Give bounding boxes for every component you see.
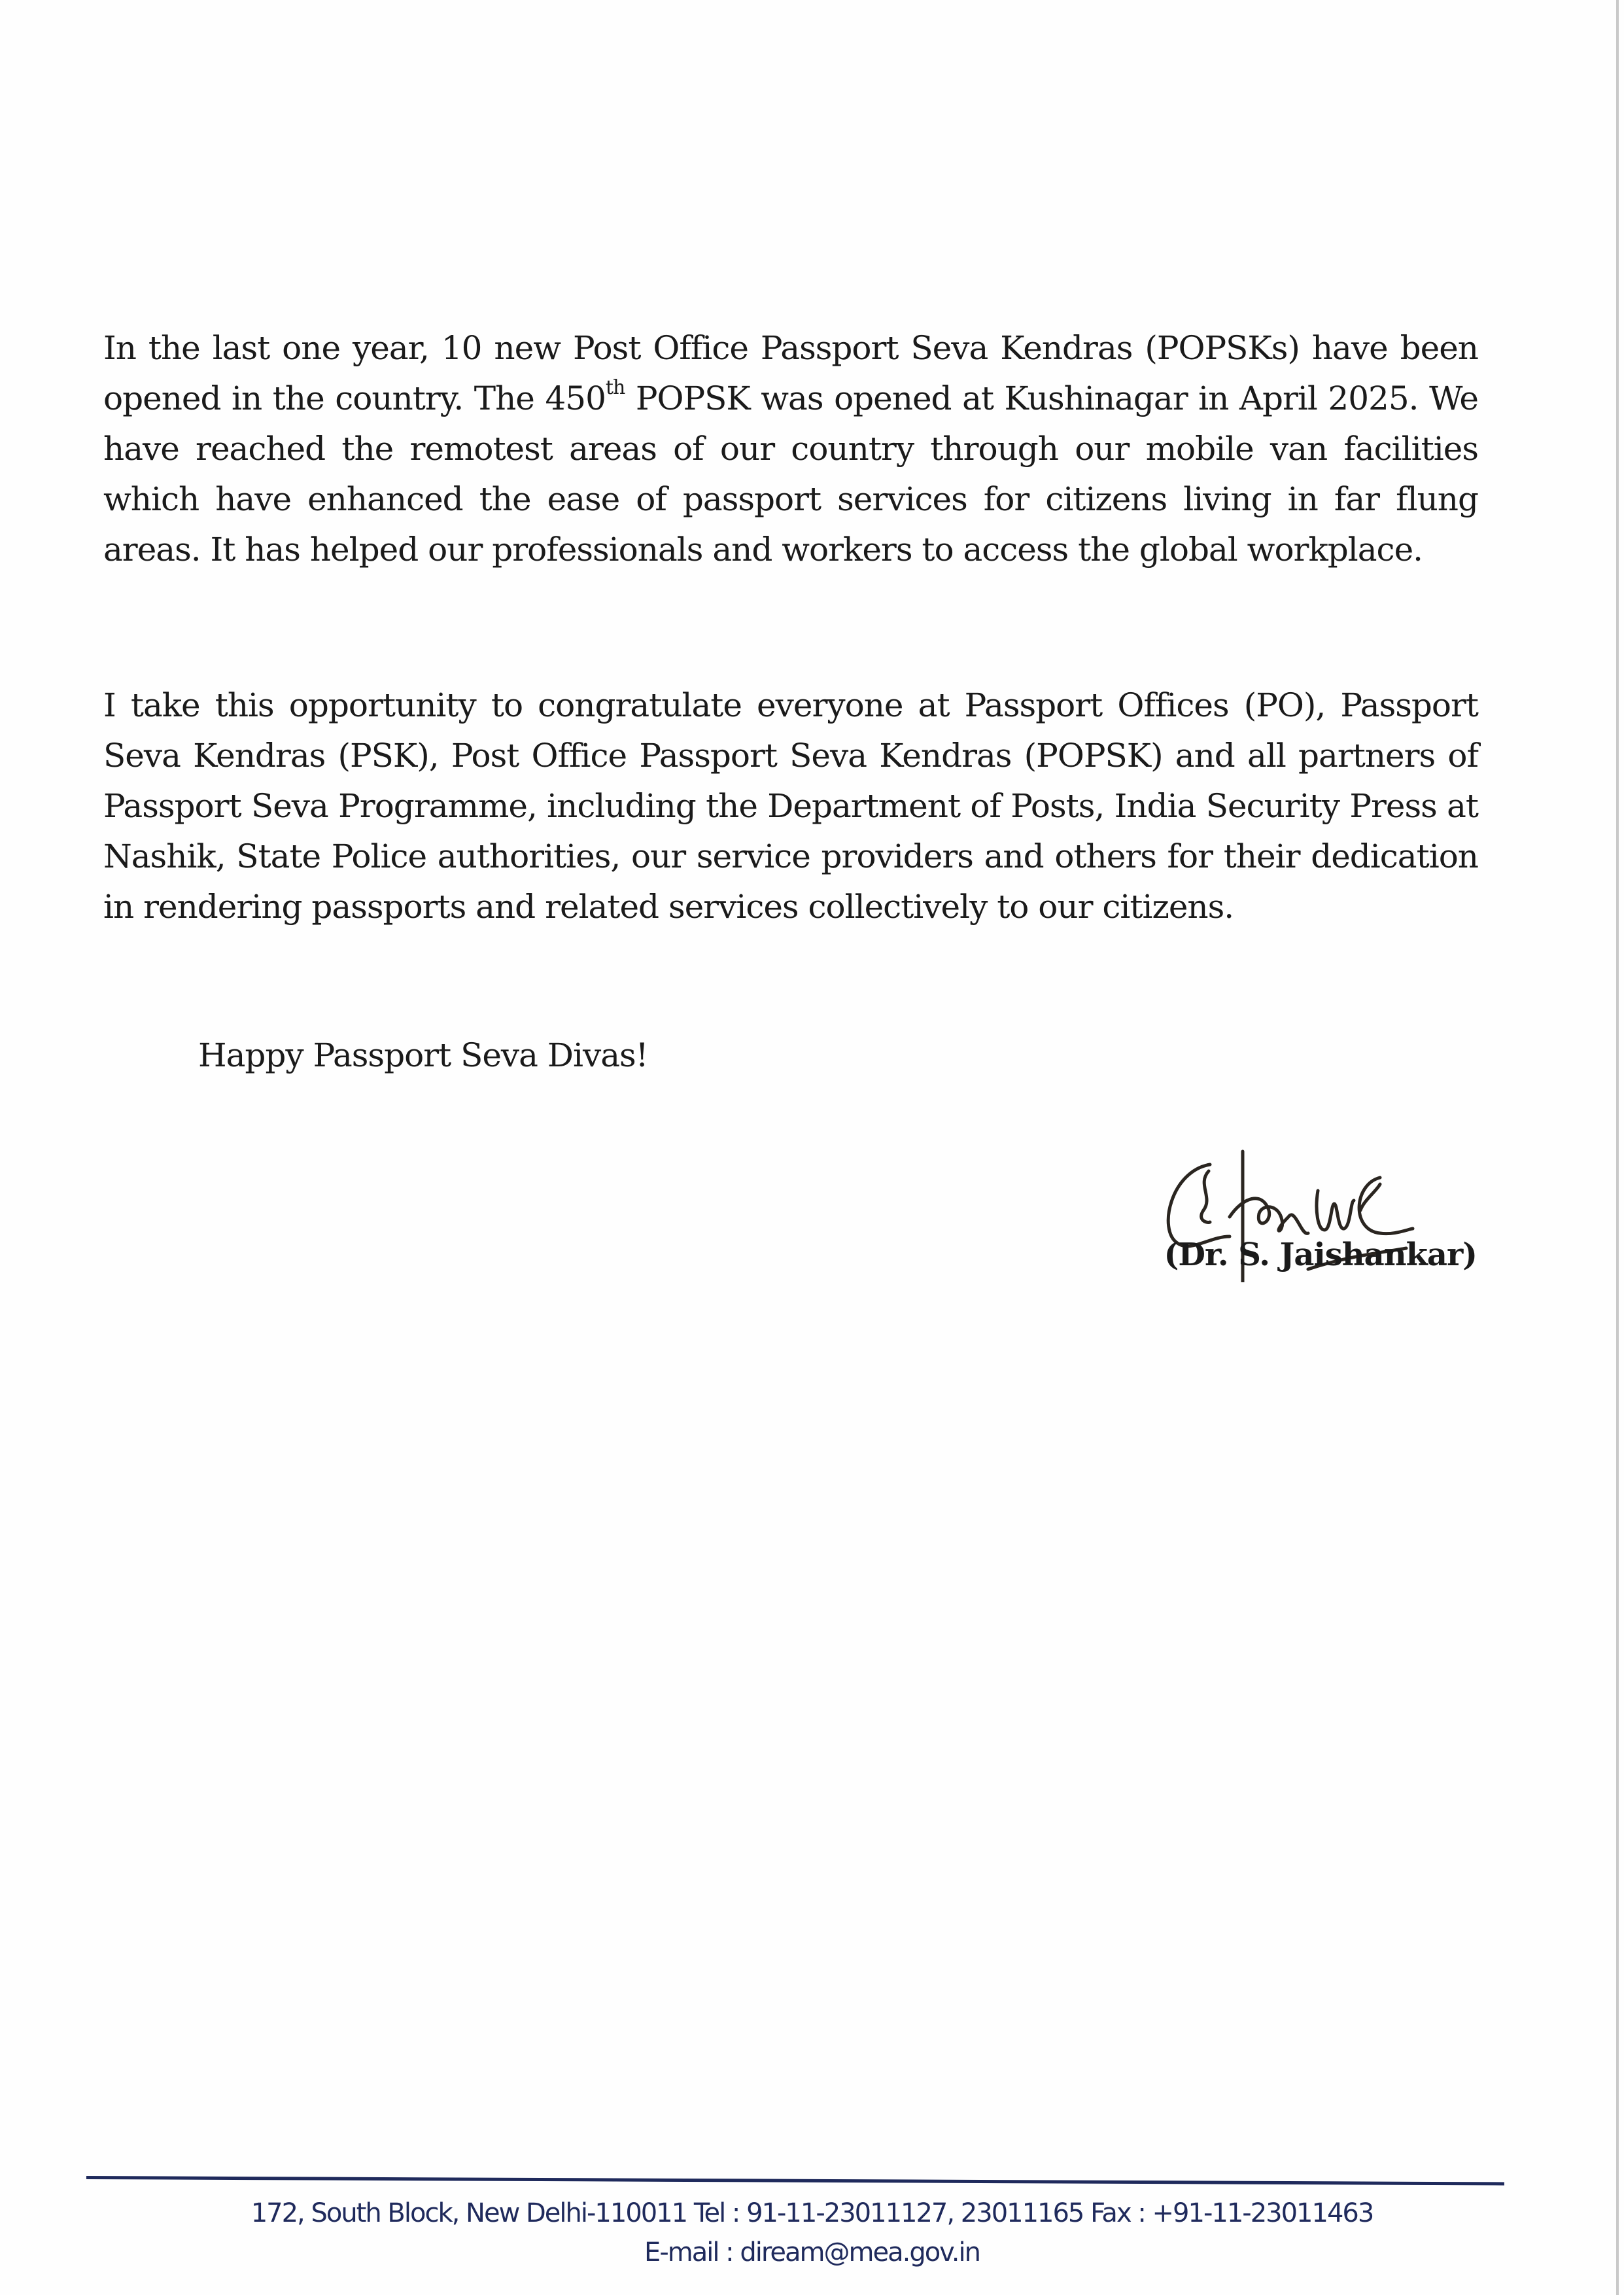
footer-address: 172, South Block, New Delhi-110011 Tel : 91-11-23011127, 23011165 Fax : +91-11-23011463 <box>251 2198 1373 2228</box>
page-edge-border <box>1616 0 1619 2295</box>
footer-divider <box>86 2176 1504 2185</box>
paragraph-text-part: In the last one year, 10 new Post Office Passport Seva Kendras (POPSKs) have been opened in the country. The 450 <box>103 329 1478 417</box>
greeting-line: Happy Passport Seva Divas! <box>198 1036 648 1074</box>
footer-email[interactable]: E-mail : diream@mea.gov.in <box>644 2237 980 2268</box>
paragraph-popsk-expansion <box>103 323 1478 575</box>
signatory-name: (Dr. S. Jaishankar) <box>1164 1236 1477 1273</box>
paragraph-congratulations: I take this opportunity to congratulate everyone at Passport Offices (PO), Passport Seva Kendras (PSK), Post Office Passport Seva Kendras (POPSK) and all partners of Passport Seva Programme, including the Department of Posts, India Security Press at Nashik, State Police authorities, our service providers and others for their dedication in rendering passports and related services collectively to our citizens. <box>103 686 1478 926</box>
ordinal-suffix: th <box>605 376 625 400</box>
paragraph-text-part: POPSK was opened at Kushinagar in April 2025. We have reached the remotest areas of our country through our mobile van facilities which have enhanced the ease of passport services for citizens living in far flung areas. It has helped our professionals and workers to access the global workplace. <box>103 379 1479 569</box>
signature-block <box>1105 1138 1498 1295</box>
